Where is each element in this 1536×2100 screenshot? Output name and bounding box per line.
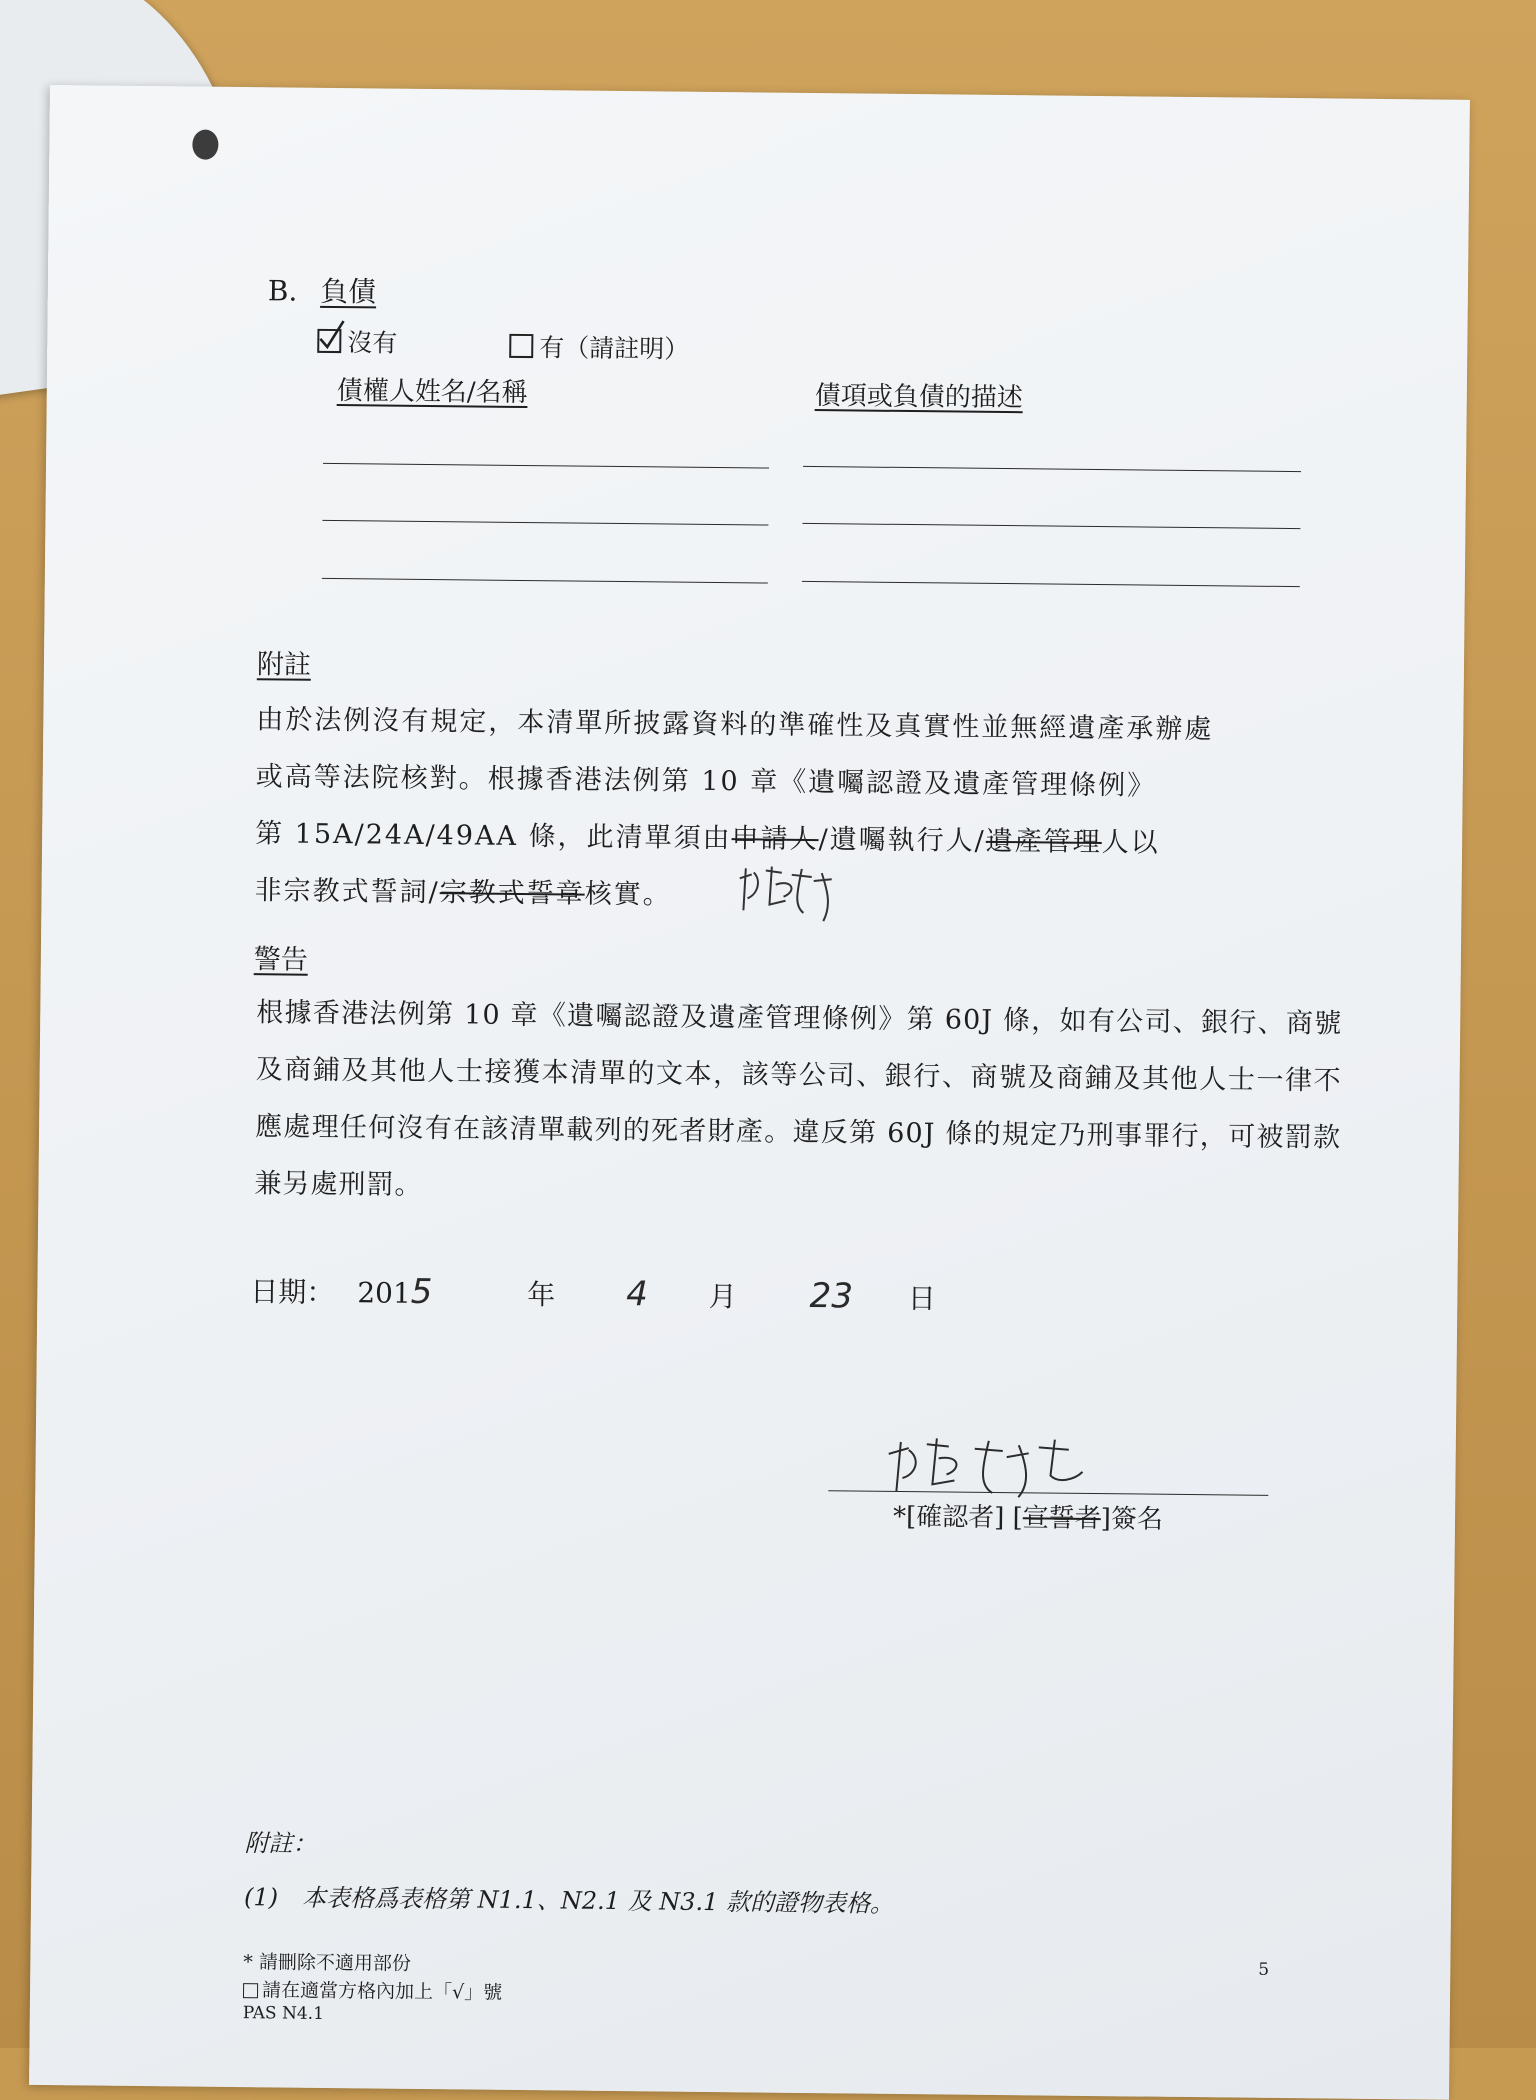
page-number: 5 <box>1258 1959 1270 1980</box>
notes-line: 第 15A/24A/49AA 條，此清單須由申請人/遺囑執行人/遺產管理人以 <box>255 818 1160 859</box>
form-code: PAS N4.1 <box>242 2003 325 2024</box>
warning-text: 根據香港法例第 10 章《遺囑認證及遺產管理條例》第 60J 條，如有公司、銀行、商號及商鋪及其他人士接獲本清單的文本，該等公司、銀行、商號及商鋪及其他人士一律不應處理任何沒有在該清單載列的死者財產。違反第 60J 條的規定乃刑事罪行，可被罰款兼另處刑罰。 <box>254 997 1343 1201</box>
date-month-handwritten: 4 <box>626 1274 649 1315</box>
footnote-box: 請在適當方格內加上「√」號 <box>243 1975 502 2005</box>
blank-line <box>322 520 768 526</box>
notes-line: 非宗教式誓詞/宗教式誓章核實。 <box>254 875 672 911</box>
punch-hole <box>192 129 218 159</box>
section-letter: B. <box>267 274 298 308</box>
signature-initial <box>731 860 852 931</box>
footnote-star: * 請刪除不適用部份 <box>243 1951 412 1975</box>
checkbox-empty <box>509 334 533 358</box>
date-day-handwritten: 23 <box>809 1276 854 1317</box>
checkmark-icon <box>317 319 347 353</box>
warning-heading: 警告 <box>253 944 309 976</box>
blank-line <box>802 523 1300 529</box>
column-header-creditor: 債權人姓名/名稱 <box>336 376 528 409</box>
blank-line <box>322 578 768 584</box>
option-yes: 有（請註明） <box>509 328 689 366</box>
blank-line <box>323 463 769 469</box>
notes-line: 或高等法院核對。根據香港法例第 10 章《遺囑認證及遺產管理條例》 <box>255 761 1157 802</box>
document-page <box>29 85 1470 2100</box>
struck-text: 宗教式誓章 <box>439 877 585 910</box>
notes-heading: 附註 <box>256 649 312 681</box>
date-row: 日期： 2015 年 4 月 23 日 <box>250 1271 937 1317</box>
footnote-1: (1) 本表格爲表格第 N1.1、N2.1 及 N3.1 款的證物表格。 <box>243 1883 895 1918</box>
blank-line <box>802 581 1300 587</box>
section-title: 負債 <box>320 274 377 309</box>
date-year-handwritten: 5 <box>410 1271 433 1313</box>
section-b-heading <box>268 269 377 310</box>
blank-line <box>803 466 1301 472</box>
date-year-printed: 201 <box>357 1276 411 1310</box>
option-none: 沒有 <box>317 323 397 360</box>
checkbox-checked <box>317 329 341 353</box>
signature-caption: *[確認者] [宣誓者]簽名 <box>892 1501 1164 1535</box>
footnotes-heading: 附註： <box>244 1829 317 1858</box>
column-header-description: 債項或負債的描述 <box>814 381 1023 414</box>
struck-text: 遺產管理 <box>985 825 1102 859</box>
date-label: 日期： <box>250 1275 335 1310</box>
struck-text: 申請人 <box>731 823 819 856</box>
notes-line: 由於法例沒有規定，本清單所披露資料的準確性及真實性並無經遺產承辦處 <box>256 704 1214 746</box>
checkbox-icon <box>243 1983 258 1998</box>
struck-text: 宣誓者 <box>1022 1503 1101 1535</box>
